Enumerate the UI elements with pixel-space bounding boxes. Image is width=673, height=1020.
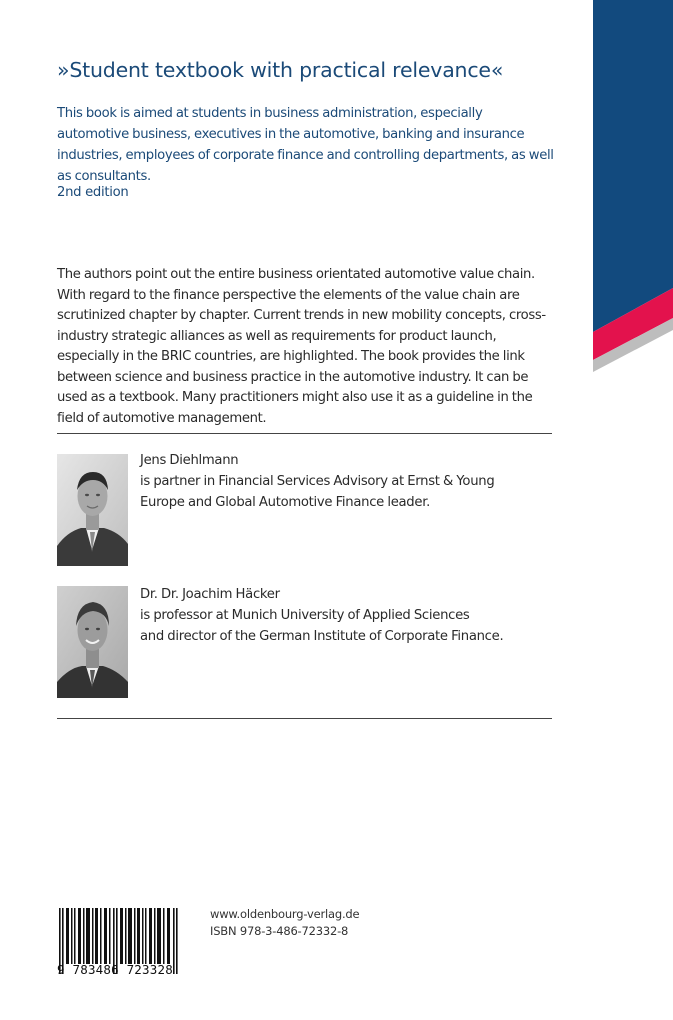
cover-stripe-graphic [593, 0, 673, 380]
author-photo-haecker [57, 586, 128, 698]
publisher-info [210, 906, 359, 939]
isbn-label: ISBN 978-3-486-72332-8 [210, 923, 349, 938]
author-bio-line: and director of the German Institute of Corporate Finance. [140, 629, 504, 644]
publisher-website: www.oldenbourg-verlag.de [210, 907, 360, 921]
author-bio-diehlmann [140, 450, 494, 513]
author-name: Dr. Dr. Joachim Häcker [140, 587, 280, 602]
author-bio-haecker [140, 584, 503, 647]
barcode-number: 9 783486 723328 [57, 962, 173, 977]
book-description: The authors point out the entire business orientated automotive value chain. With regard to the finance perspective the elements of the value chain are scrutinized chapter by chapter. Current trends in new mobility concepts, cross-industry strategic alliances as well as requirements for product launch, especially in the BRIC countries, are highlighted. The book provides the link between science and business practice in the automotive industry. It can be used as a textbook. Many practitioners might also use it as a guideline in the field of automotive management. [57, 267, 546, 426]
author-bio-line: Europe and Global Automotive Finance leader. [140, 495, 430, 510]
divider-top [57, 433, 552, 434]
author-bio-line: is partner in Financial Services Advisory at Ernst & Young [140, 474, 495, 489]
edition-label: 2nd edition [57, 185, 129, 200]
book-tagline: »Student textbook with practical relevance« [57, 58, 504, 82]
target-audience-text: This book is aimed at students in business administration, especially automotive business, executives in the automotive, banking and insurance industries, employees of corporate finance and controlling departments, as well as consultants. [57, 106, 554, 184]
author-photo-diehlmann [57, 454, 128, 566]
divider-bottom [57, 718, 552, 719]
author-name: Jens Diehlmann [140, 453, 239, 468]
author-bio-line: is professor at Munich University of Applied Sciences [140, 608, 470, 623]
